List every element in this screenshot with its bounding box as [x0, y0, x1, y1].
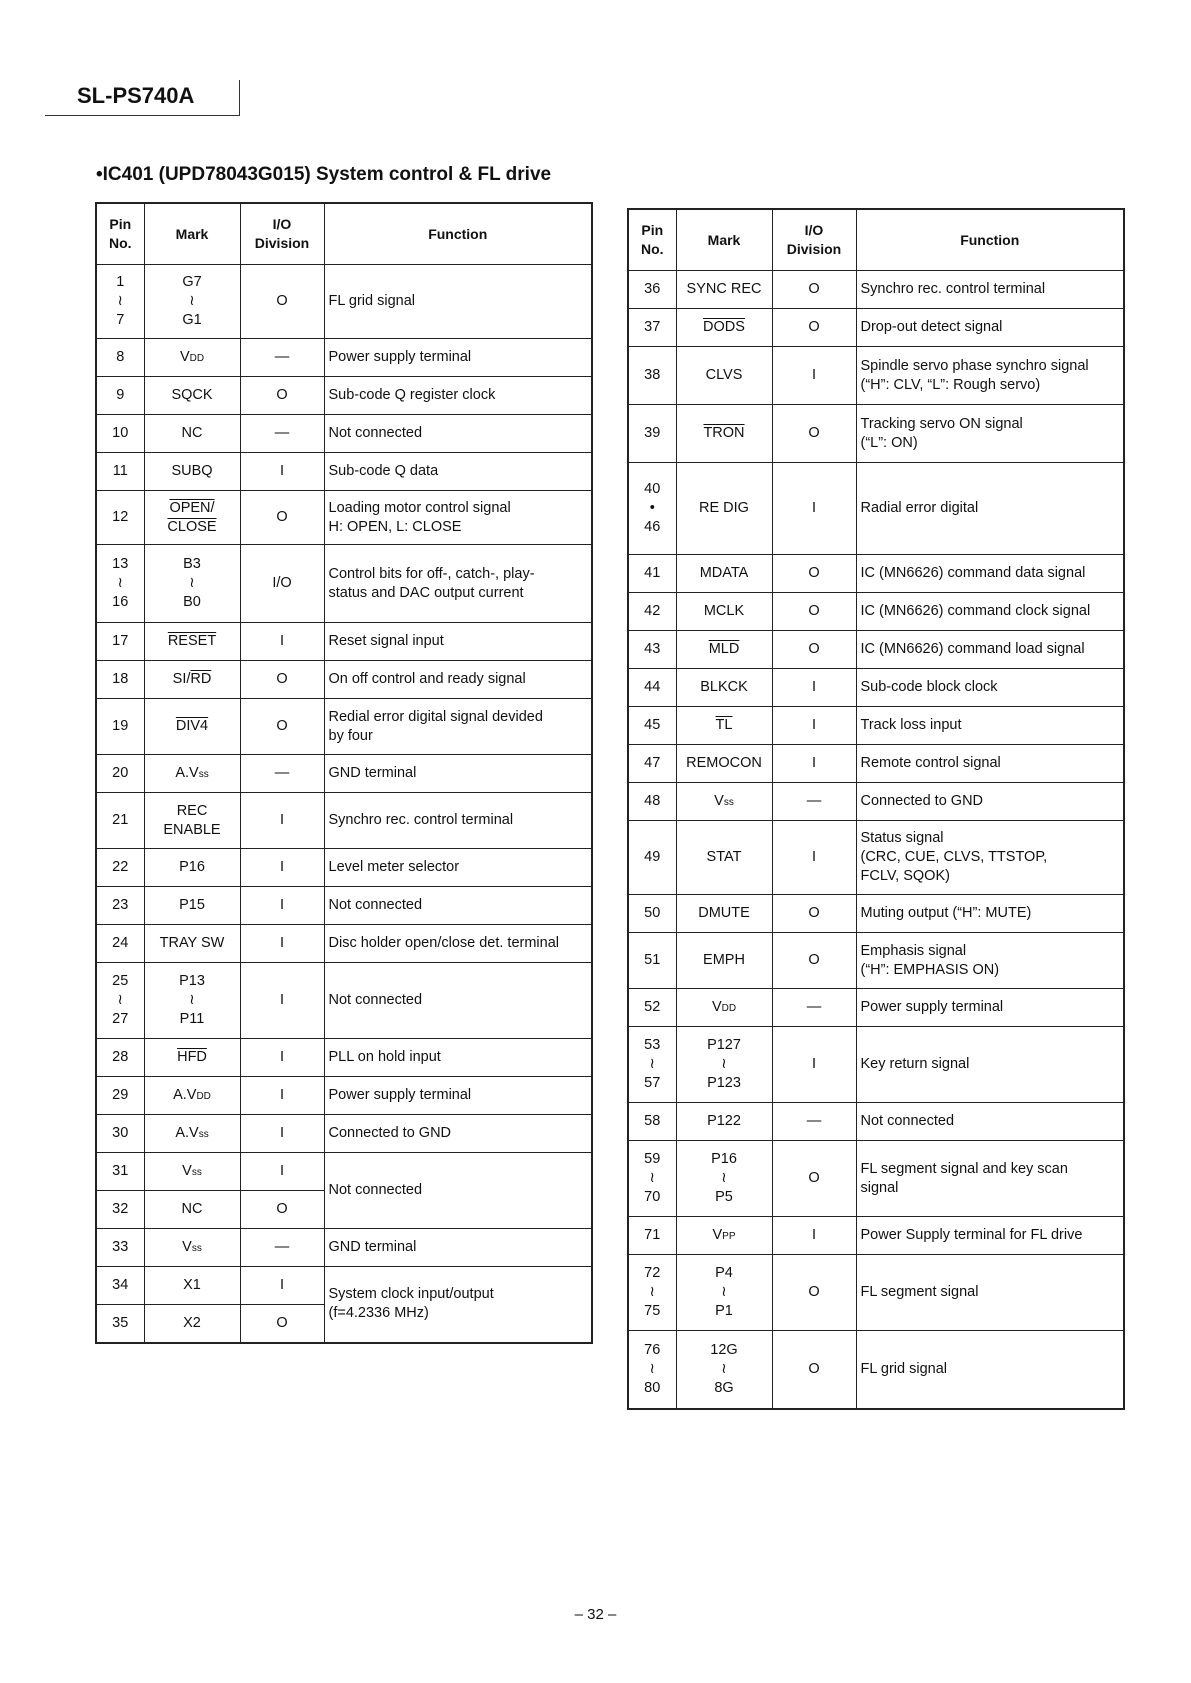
pin-cell: 48	[628, 783, 676, 821]
table-row	[628, 783, 1124, 821]
function-cell: Connected to GND	[324, 1115, 592, 1153]
table-row	[628, 463, 1124, 555]
col-io-header: I/O Division	[240, 203, 324, 265]
io-cell: O	[772, 1331, 856, 1409]
table-row	[628, 405, 1124, 463]
mark-cell: Vss	[144, 1229, 240, 1267]
table-row	[96, 699, 592, 755]
function-cell: Not connected	[324, 887, 592, 925]
io-cell: I	[772, 1217, 856, 1255]
pin-cell: 71	[628, 1217, 676, 1255]
mark-cell: EMPH	[676, 933, 772, 989]
io-cell: I	[240, 963, 324, 1039]
col-mark-header: Mark	[144, 203, 240, 265]
io-cell: O	[772, 631, 856, 669]
function-cell: On off control and ready signal	[324, 661, 592, 699]
table-row	[96, 453, 592, 491]
function-cell: Spindle servo phase synchro signal (“H”: CLV, “L”: Rough servo)	[856, 347, 1124, 405]
function-cell: Status signal (CRC, CUE, CLVS, TTSTOP, FCLV, SQOK)	[856, 821, 1124, 895]
pin-cell: 37	[628, 309, 676, 347]
mark-cell: P122	[676, 1103, 772, 1141]
table-row	[628, 1027, 1124, 1103]
pin-cell: 42	[628, 593, 676, 631]
io-cell: O	[772, 405, 856, 463]
table-row	[96, 339, 592, 377]
mark-cell: X2	[144, 1305, 240, 1343]
pin-cell: 9	[96, 377, 144, 415]
mark-cell: X1	[144, 1267, 240, 1305]
pin-cell: 72 ≀ 75	[628, 1255, 676, 1331]
pin-cell: 47	[628, 745, 676, 783]
io-cell: I	[240, 887, 324, 925]
mark-cell: NC	[144, 415, 240, 453]
pin-cell: 40 • 46	[628, 463, 676, 555]
io-cell: I	[772, 347, 856, 405]
table-row	[628, 1255, 1124, 1331]
function-cell: FL grid signal	[324, 265, 592, 339]
pin-cell: 24	[96, 925, 144, 963]
io-cell: I	[772, 821, 856, 895]
function-cell: Power supply terminal	[856, 989, 1124, 1027]
mark-cell: VDD	[144, 339, 240, 377]
io-cell: I	[772, 745, 856, 783]
pin-cell: 41	[628, 555, 676, 593]
function-cell: Key return signal	[856, 1027, 1124, 1103]
pin-cell: 23	[96, 887, 144, 925]
mark-cell: SYNC REC	[676, 271, 772, 309]
function-cell: Emphasis signal (“H”: EMPHASIS ON)	[856, 933, 1124, 989]
mark-cell: P127 ≀ P123	[676, 1027, 772, 1103]
table-row	[96, 925, 592, 963]
io-cell: —	[240, 415, 324, 453]
function-cell: FL segment signal	[856, 1255, 1124, 1331]
io-cell: —	[240, 1229, 324, 1267]
io-cell: O	[240, 699, 324, 755]
table-row	[628, 631, 1124, 669]
io-cell: I	[240, 925, 324, 963]
mark-cell: RE DIG	[676, 463, 772, 555]
io-cell: O	[240, 377, 324, 415]
pin-cell: 45	[628, 707, 676, 745]
io-cell: O	[240, 265, 324, 339]
mark-cell: $\overline{HFD}$	[144, 1039, 240, 1077]
mark-cell: G7 ≀ G1	[144, 265, 240, 339]
function-cell: IC (MN6626) command data signal	[856, 555, 1124, 593]
io-cell: O	[772, 309, 856, 347]
table-row	[96, 1153, 592, 1191]
col-pin-header: Pin No.	[96, 203, 144, 265]
mark-cell: MDATA	[676, 555, 772, 593]
function-cell: IC (MN6626) command clock signal	[856, 593, 1124, 631]
mark-cell: REC ENABLE	[144, 793, 240, 849]
io-cell: I	[240, 849, 324, 887]
mark-cell: Vss	[144, 1153, 240, 1191]
pin-cell: 50	[628, 895, 676, 933]
io-cell: I	[240, 793, 324, 849]
io-cell: —	[772, 783, 856, 821]
pin-cell: 52	[628, 989, 676, 1027]
pin-cell: 59 ≀ 70	[628, 1141, 676, 1217]
mark-cell: MCLK	[676, 593, 772, 631]
table-row	[628, 1331, 1124, 1409]
pin-cell: 39	[628, 405, 676, 463]
table-row	[96, 1039, 592, 1077]
function-cell: Level meter selector	[324, 849, 592, 887]
function-cell: Reset signal input	[324, 623, 592, 661]
pin-cell: 35	[96, 1305, 144, 1343]
page-number: – 32 –	[574, 1606, 617, 1623]
mark-cell: TRON	[676, 405, 772, 463]
io-cell: —	[772, 989, 856, 1027]
function-cell: System clock input/output (f=4.2336 MHz)	[324, 1267, 592, 1343]
table-row	[96, 887, 592, 925]
table-row	[96, 849, 592, 887]
pin-cell: 8	[96, 339, 144, 377]
mark-cell: B3 ≀ B0	[144, 545, 240, 623]
pin-cell: 18	[96, 661, 144, 699]
io-cell: O	[772, 593, 856, 631]
table-row	[628, 1103, 1124, 1141]
pin-cell: 22	[96, 849, 144, 887]
function-cell: Synchro rec. control terminal	[856, 271, 1124, 309]
function-cell: Drop-out detect signal	[856, 309, 1124, 347]
function-cell: Not connected	[324, 415, 592, 453]
table-row	[628, 1141, 1124, 1217]
mark-cell: BLKCK	[676, 669, 772, 707]
io-cell: I	[240, 1115, 324, 1153]
pin-cell: 33	[96, 1229, 144, 1267]
table-row	[628, 989, 1124, 1027]
io-cell: O	[240, 1191, 324, 1229]
io-cell: O	[240, 1305, 324, 1343]
function-cell: Not connected	[324, 963, 592, 1039]
mark-cell: OPEN/ CLOSE	[144, 491, 240, 545]
io-cell: O	[772, 933, 856, 989]
mark-cell: Vss	[676, 783, 772, 821]
table-row	[628, 933, 1124, 989]
pin-cell: 21	[96, 793, 144, 849]
table-row	[96, 377, 592, 415]
mark-cell: REMOCON	[676, 745, 772, 783]
function-cell: FL grid signal	[856, 1331, 1124, 1409]
io-cell: I/O	[240, 545, 324, 623]
function-cell: Track loss input	[856, 707, 1124, 745]
pin-table-right	[627, 208, 1125, 1410]
table-row	[96, 545, 592, 623]
pin-cell: 25 ≀ 27	[96, 963, 144, 1039]
mark-cell: SUBQ	[144, 453, 240, 491]
pin-cell: 30	[96, 1115, 144, 1153]
io-cell: I	[772, 463, 856, 555]
mark-cell: DODS	[676, 309, 772, 347]
io-cell: I	[772, 1027, 856, 1103]
mark-cell: A.VDD	[144, 1077, 240, 1115]
pin-cell: 28	[96, 1039, 144, 1077]
table-row	[96, 963, 592, 1039]
function-cell: Not connected	[856, 1103, 1124, 1141]
pin-cell: 32	[96, 1191, 144, 1229]
function-cell: Not connected	[324, 1153, 592, 1229]
pin-table-left	[95, 202, 593, 1344]
mark-cell: TRAY SW	[144, 925, 240, 963]
mark-cell: RESET	[144, 623, 240, 661]
mark-cell: A.Vss	[144, 755, 240, 793]
table-row	[96, 755, 592, 793]
io-cell: I	[240, 1267, 324, 1305]
pin-cell: 11	[96, 453, 144, 491]
function-cell: Power supply terminal	[324, 339, 592, 377]
function-cell: Power Supply terminal for FL drive	[856, 1217, 1124, 1255]
function-cell: IC (MN6626) command load signal	[856, 631, 1124, 669]
mark-cell: $\overline{TL}$	[676, 707, 772, 745]
function-cell: Disc holder open/close det. terminal	[324, 925, 592, 963]
io-cell: O	[772, 555, 856, 593]
function-cell: Sub-code Q register clock	[324, 377, 592, 415]
function-cell: Remote control signal	[856, 745, 1124, 783]
pin-cell: 36	[628, 271, 676, 309]
function-cell: FL segment signal and key scan signal	[856, 1141, 1124, 1217]
io-cell: O	[772, 1255, 856, 1331]
table-row	[96, 415, 592, 453]
pin-cell: 51	[628, 933, 676, 989]
io-cell: O	[772, 271, 856, 309]
function-cell: Sub-code Q data	[324, 453, 592, 491]
col-mark-header: Mark	[676, 209, 772, 271]
function-cell: Sub-code block clock	[856, 669, 1124, 707]
table-row	[628, 1217, 1124, 1255]
function-cell: Power supply terminal	[324, 1077, 592, 1115]
pin-cell: 19	[96, 699, 144, 755]
io-cell: O	[240, 661, 324, 699]
mark-cell: DIV4	[144, 699, 240, 755]
col-io-header: I/O Division	[772, 209, 856, 271]
table-row	[628, 271, 1124, 309]
function-cell: Redial error digital signal devided by four	[324, 699, 592, 755]
table-row	[96, 1115, 592, 1153]
mark-cell: P13 ≀ P11	[144, 963, 240, 1039]
table-row	[628, 555, 1124, 593]
mark-cell: P16	[144, 849, 240, 887]
table-header-row	[96, 203, 592, 265]
pin-cell: 31	[96, 1153, 144, 1191]
mark-cell: A.Vss	[144, 1115, 240, 1153]
io-cell: —	[772, 1103, 856, 1141]
mark-cell: SQCK	[144, 377, 240, 415]
pin-cell: 17	[96, 623, 144, 661]
col-pin-header: Pin No.	[628, 209, 676, 271]
pin-cell: 38	[628, 347, 676, 405]
io-cell: I	[772, 707, 856, 745]
pin-cell: 13 ≀ 16	[96, 545, 144, 623]
io-cell: —	[240, 755, 324, 793]
mark-cell: $\overline{MLD}$	[676, 631, 772, 669]
table-row	[96, 265, 592, 339]
function-cell: PLL on hold input	[324, 1039, 592, 1077]
pin-cell: 44	[628, 669, 676, 707]
pin-cell: 10	[96, 415, 144, 453]
table-row	[628, 309, 1124, 347]
io-cell: I	[240, 453, 324, 491]
table-row	[96, 1229, 592, 1267]
col-function-header: Function	[324, 203, 592, 265]
table-row	[628, 593, 1124, 631]
table-row	[628, 895, 1124, 933]
function-cell: GND terminal	[324, 755, 592, 793]
pin-cell: 49	[628, 821, 676, 895]
table-row	[96, 793, 592, 849]
mark-cell: CLVS	[676, 347, 772, 405]
table-row	[96, 661, 592, 699]
mark-cell: P16 ≀ P5	[676, 1141, 772, 1217]
mark-cell: $SI/\overline{RD}$	[144, 661, 240, 699]
pin-cell: 20	[96, 755, 144, 793]
pin-cell: 53 ≀ 57	[628, 1027, 676, 1103]
io-cell: I	[240, 623, 324, 661]
mark-cell: P4 ≀ P1	[676, 1255, 772, 1331]
table-header-row	[628, 209, 1124, 271]
mark-cell: VDD	[676, 989, 772, 1027]
pin-cell: 12	[96, 491, 144, 545]
table-row	[96, 1077, 592, 1115]
table-row	[96, 491, 592, 545]
mark-cell: DMUTE	[676, 895, 772, 933]
section-heading: •IC401 (UPD78043G015) System control & FL drive	[96, 164, 552, 185]
io-cell: —	[240, 339, 324, 377]
io-cell: O	[772, 1141, 856, 1217]
io-cell: I	[240, 1077, 324, 1115]
mark-cell: NC	[144, 1191, 240, 1229]
table-row	[628, 669, 1124, 707]
mark-cell: P15	[144, 887, 240, 925]
mark-cell: STAT	[676, 821, 772, 895]
function-cell: Loading motor control signal H: OPEN, L: CLOSE	[324, 491, 592, 545]
table-row	[96, 1267, 592, 1305]
function-cell: Tracking servo ON signal (“L”: ON)	[856, 405, 1124, 463]
mark-cell: VPP	[676, 1217, 772, 1255]
pin-cell: 29	[96, 1077, 144, 1115]
io-cell: I	[240, 1153, 324, 1191]
io-cell: I	[240, 1039, 324, 1077]
function-cell: Muting output (“H”: MUTE)	[856, 895, 1124, 933]
mark-cell: 12G ≀ 8G	[676, 1331, 772, 1409]
pin-cell: 1 ≀ 7	[96, 265, 144, 339]
function-cell: Synchro rec. control terminal	[324, 793, 592, 849]
model-label: SL-PS740A	[45, 80, 240, 116]
io-cell: O	[240, 491, 324, 545]
pin-cell: 76 ≀ 80	[628, 1331, 676, 1409]
pin-cell: 34	[96, 1267, 144, 1305]
io-cell: I	[772, 669, 856, 707]
table-row	[96, 623, 592, 661]
function-cell: Control bits for off-, catch-, play- status and DAC output current	[324, 545, 592, 623]
table-row	[628, 707, 1124, 745]
function-cell: Connected to GND	[856, 783, 1124, 821]
pin-cell: 43	[628, 631, 676, 669]
function-cell: Radial error digital	[856, 463, 1124, 555]
table-row	[628, 821, 1124, 895]
function-cell: GND terminal	[324, 1229, 592, 1267]
table-row	[628, 347, 1124, 405]
io-cell: O	[772, 895, 856, 933]
pin-cell: 58	[628, 1103, 676, 1141]
col-function-header: Function	[856, 209, 1124, 271]
table-row	[628, 745, 1124, 783]
